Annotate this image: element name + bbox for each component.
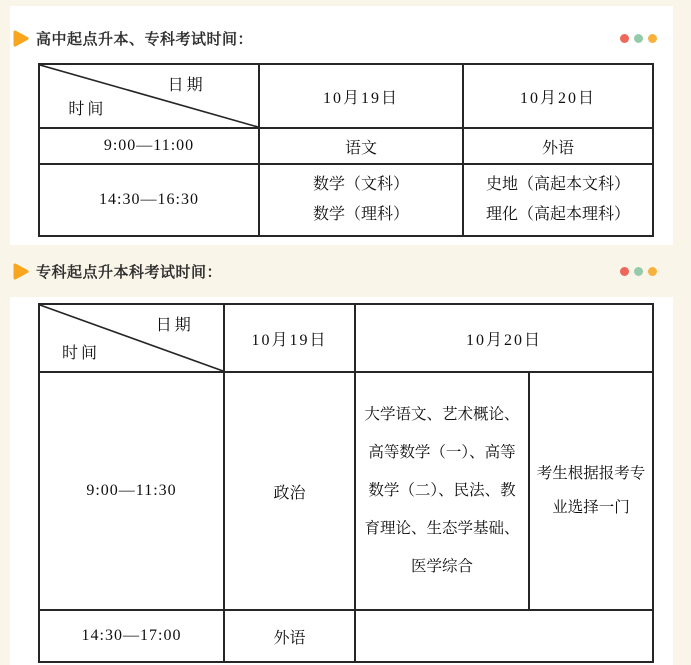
amber-dot-icon [648, 34, 657, 43]
green-dot-icon [634, 34, 643, 43]
section1-title: 高中起点升本、专科考试时间： [36, 30, 254, 48]
corner-date-label: 日期 [155, 317, 194, 334]
green-dot-icon [634, 267, 643, 276]
decorative-dots [620, 267, 657, 276]
article-card [10, 6, 673, 665]
subject-cell: 语文 [259, 128, 463, 164]
subject-cell [463, 164, 653, 236]
amber-dot-icon [648, 267, 657, 276]
section2-header [12, 256, 673, 286]
bullet-triangle-icon [12, 30, 29, 47]
elective-subjects-cell: 大学语文、艺术概论、高等数学（一）、高等数学（二）、民法、教育理论、生态学基础、医学综合 [355, 372, 529, 610]
corner-date-label: 日期 [167, 77, 206, 94]
table-row [39, 372, 653, 610]
red-dot-icon [620, 34, 629, 43]
decorative-dots [620, 34, 657, 43]
red-dot-icon [620, 267, 629, 276]
corner-time-label: 时间 [61, 345, 100, 362]
subject-cell [259, 164, 463, 236]
subject-cell: 外语 [463, 128, 653, 164]
subject-line: 史地（高起本文科） [485, 175, 630, 193]
table-row [39, 164, 653, 236]
choice-note-cell: 考生根据报考专业选择一门 [529, 372, 653, 610]
table-row [39, 64, 653, 128]
table-row [39, 128, 653, 164]
subject-line: 数学（理科） [312, 206, 409, 223]
section1-header [10, 6, 673, 50]
time-slot: 14:30—16:30 [39, 164, 259, 236]
column-header-oct20: 10月20日 [355, 304, 653, 372]
corner-time-label: 时间 [68, 101, 107, 118]
corner-header-cell [39, 64, 259, 128]
table-row [39, 610, 653, 662]
subject-cell: 政治 [224, 372, 355, 610]
exam-table-college-start [38, 303, 654, 663]
column-header-oct19: 10月19日 [259, 64, 463, 128]
section2-title: 专科起点升本科考试时间： [36, 263, 223, 281]
table-row [39, 304, 653, 372]
subject-line: 数学（文科） [312, 175, 409, 193]
time-slot: 9:00—11:30 [39, 372, 224, 610]
bullet-triangle-icon [12, 263, 29, 280]
section-divider-band [0, 245, 691, 297]
corner-header-cell [39, 304, 224, 372]
exam-table-highschool-start [38, 63, 654, 237]
time-slot: 9:00—11:00 [39, 128, 259, 164]
column-header-oct19: 10月19日 [224, 304, 355, 372]
empty-cell [355, 610, 653, 662]
subject-line: 理化（高起本理科） [485, 206, 630, 223]
subject-cell: 外语 [224, 610, 355, 662]
column-header-oct20: 10月20日 [463, 64, 653, 128]
time-slot: 14:30—17:00 [39, 610, 224, 662]
